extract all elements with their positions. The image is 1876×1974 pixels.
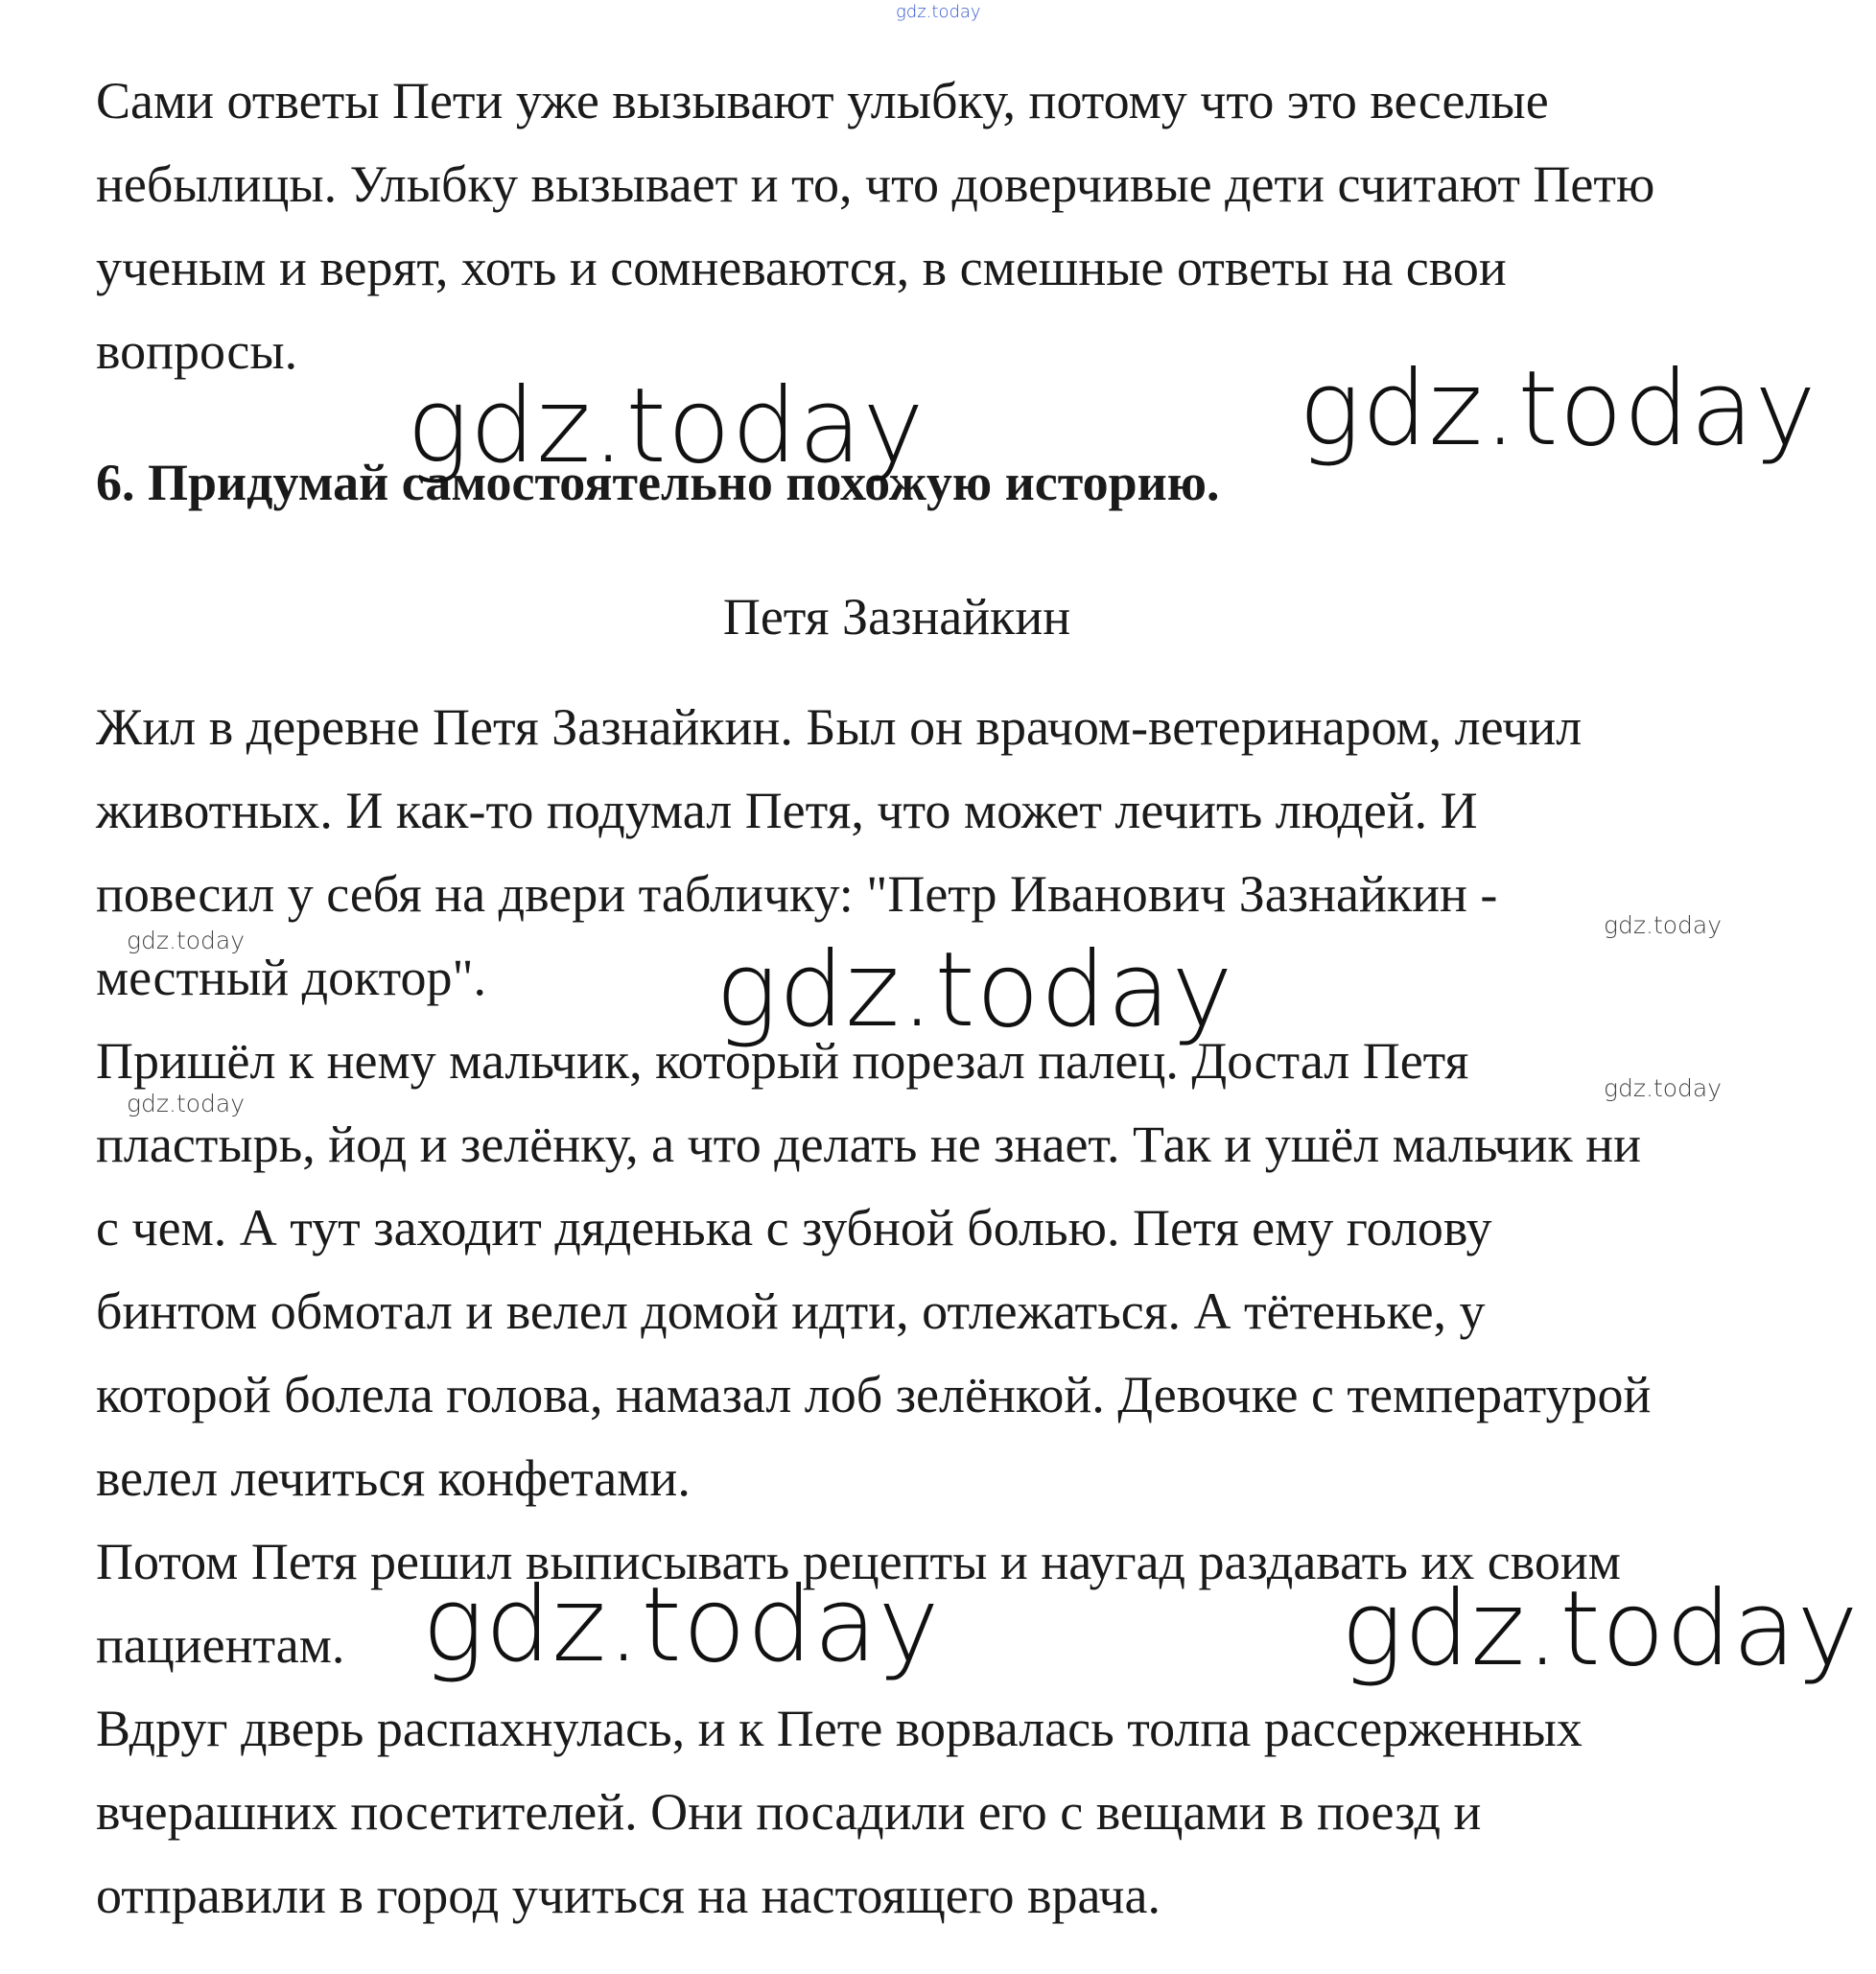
story-line: животных. И как-то подумал Петя, что может лечить людей. И (96, 782, 1478, 839)
intro-line: вопросы. (96, 322, 298, 380)
watermark-top: gdz.today (896, 2, 981, 22)
story-line: вчерашних посетителей. Они посадили его с вещами в поезд и (96, 1783, 1482, 1841)
intro-line: Сами ответы Пети уже вызывают улыбку, потому что это веселые (96, 72, 1549, 129)
watermark-small: gdz.today (1604, 1074, 1723, 1102)
story-line: Вдруг дверь распахнулась, и к Пете ворвалась толпа рассерженных (96, 1700, 1583, 1757)
intro-paragraph (96, 59, 1822, 393)
story-line: бинтом обмотал и велел домой идти, отлежаться. А тётеньке, у (96, 1282, 1486, 1340)
story-line: с чем. А тут заходит дяденька с зубной болью. Петя ему голову (96, 1199, 1492, 1257)
story-line: повесил у себя на двери табличку: "Петр Иванович Зазнайкин - (96, 865, 1498, 923)
story-line: которой болела голова, намазал лоб зелёнкой. Девочке с температурой (96, 1366, 1652, 1423)
story-line: Жил в деревне Петя Зазнайкин. Был он врачом-ветеринаром, лечил (96, 698, 1583, 756)
watermark-small: gdz.today (1604, 911, 1723, 939)
story-line: местный доктор". (96, 949, 487, 1006)
story-line: отправили в город учиться на настоящего врача. (96, 1867, 1161, 1924)
intro-line: ученым и верят, хоть и сомневаются, в смешные ответы на свои (96, 239, 1507, 296)
watermark-large: gdz.today (1341, 1569, 1860, 1689)
intro-line: небылицы. Улыбку вызывает и то, что доверчивые дети считают Петю (96, 155, 1655, 213)
watermark-large: gdz.today (407, 366, 926, 486)
watermark-small: gdz.today (127, 927, 246, 954)
story-line: Пришёл к нему мальчик, который порезал палец. Достал Петя (96, 1032, 1469, 1090)
watermark-large: gdz.today (715, 930, 1234, 1050)
watermark-large: gdz.today (1299, 349, 1817, 469)
story-line: пациентам. (96, 1616, 345, 1674)
watermark-small: gdz.today (127, 1090, 246, 1117)
story-line: велел лечиться конфетами. (96, 1449, 691, 1507)
story-title: Петя Зазнайкин (722, 588, 1071, 646)
story-line: пластырь, йод и зелёнку, а что делать не знает. Так и ушёл мальчик ни (96, 1116, 1641, 1173)
story-line: Потом Петя решил выписывать рецепты и наугад раздавать их своим (96, 1533, 1621, 1590)
story-body (96, 686, 1822, 1938)
task-heading: 6. Придумай самостоятельно похожую историю. (96, 454, 1220, 511)
watermark-large: gdz.today (422, 1565, 941, 1685)
